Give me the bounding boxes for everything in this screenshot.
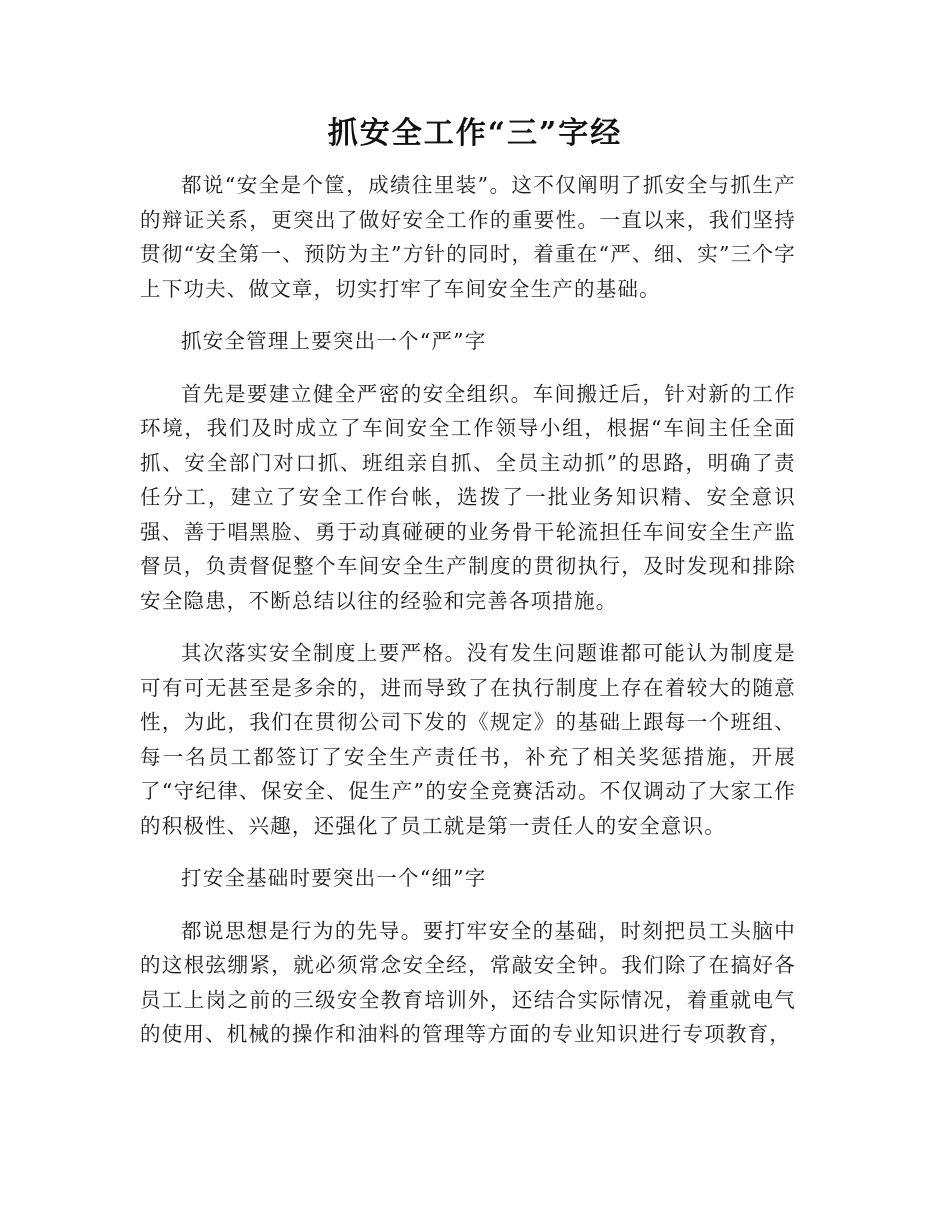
document-title: 抓安全工作“三”字经 [327,116,623,151]
body-paragraph: 其次落实安全制度上要严格。没有发生问题谁都可能认为制度是可有可无甚至是多余的，进而导致了在执行制度上存在着较大的随意性，为此，我们在贯彻公司下发的《规定》的基础上跟每一个班组、每一名员工都签订了安全生产责任书，补充了相关奖惩措施，开展了“守纪律、保安全、促生产”的安全竞赛活动。不仅调动了大家工作的积极性、兴趣，还强化了员工就是第一责任人的安全意识。 [140,641,796,838]
body-paragraph: 都说思想是行为的先导。要打牢安全的基础，时刻把员工头脑中的这根弦绷紧，就必须常念安全经，常敲安全钟。我们除了在搞好各员工上岗之前的三级安全教育培训外，还结合实际情况，着重就电气的使用、机械的操作和油料的管理等方面的专业知识进行专项教育， [140,918,796,1046]
document-body [140,168,796,1052]
body-paragraph: 首先是要建立健全严密的安全组织。车间搬迁后，针对新的工作环境，我们及时成立了车间安全工作领导小组，根据“车间主任全面抓、安全部门对口抓、班组亲自抓、全员主动抓”的思路，明确了责任分工，建立了安全工作台帐，选拨了一批业务知识精、安全意识强、善于唱黑脸、勇于动真碰硬的业务骨干轮流担任车间安全生产监督员，负责督促整个车间安全生产制度的贯彻执行，及时发现和排除安全隐患，不断总结以往的经验和完善各项措施。 [140,381,796,613]
section-heading-strict: 抓安全管理上要突出一个“严”字 [181,329,487,353]
section-heading-detail: 打安全基础时要突出一个“细”字 [181,866,487,890]
intro-paragraph: 都说“安全是个筐，成绩往里装”。这不仅阐明了抓安全与抓生产的辩证关系，更突出了做好安全工作的重要性。一直以来，我们坚持贯彻“安全第一、预防为主”方针的同时，着重在“严、细、实”三个字上下功夫、做文章，切实打牢了车间安全生产的基础。 [140,173,796,301]
